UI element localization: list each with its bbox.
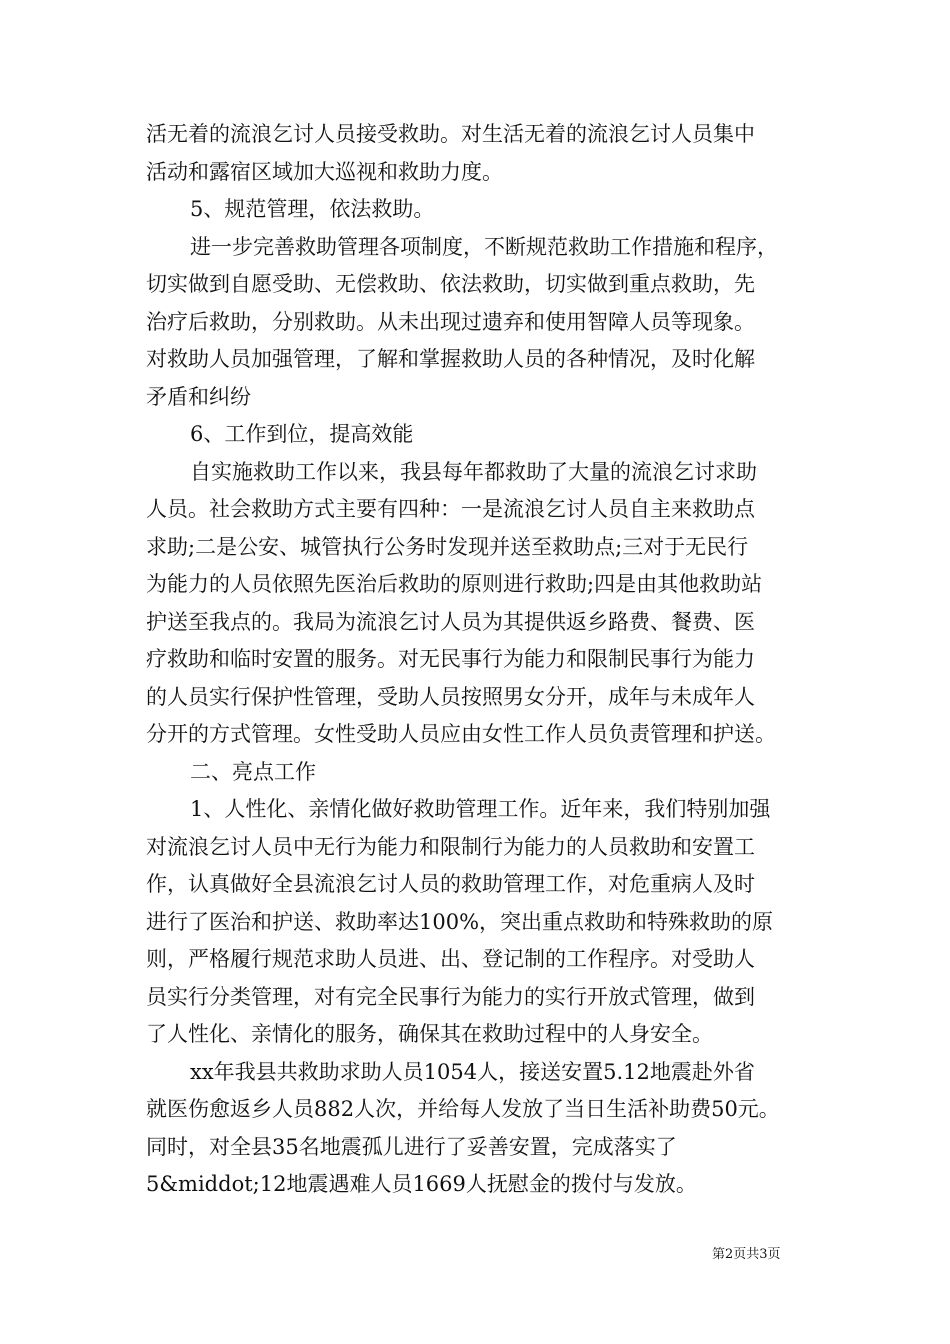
section-heading: 二、亮点工作 (190, 759, 316, 784)
text-line: 1、人性化、亲情化做好救助管理工作。近年来，我们特别加强 (190, 797, 771, 821)
text-line: 护送至我点的。我局为流浪乞讨人员为其提供返乡路费、餐费、医 (146, 609, 755, 634)
text-line: 就医伤愈返乡人员882人次，并给每人发放了当日生活补助费50元。 (146, 1097, 780, 1121)
text-line: 进一步完善救助管理各项制度，不断规范救助工作措施和程序， (190, 234, 778, 259)
text-line: 对救助人员加强管理，了解和掌握救助人员的各种情况，及时化解 (146, 347, 755, 371)
text-line: 治疗后救助，分别救助。从未出现过遗弃和使用智障人员等现象。 (146, 309, 755, 334)
text-line: 了人性化、亲情化的服务，确保其在救助过程中的人身安全。 (146, 1022, 713, 1046)
text-line: 求助;二是公安、城管执行公务时发现并送至救助点;三对于无民行 (146, 534, 749, 559)
text-line: 分开的方式管理。女性受助人员应由女性工作人员负责管理和护送。 (146, 722, 776, 746)
section-heading: 5、规范管理，依法救助。 (190, 197, 435, 221)
text-line: 人员。社会救助方式主要有四种：一是流浪乞讨人员自主来救助点 (146, 497, 755, 521)
text-line: 员实行分类管理，对有完全民事行为能力的实行开放式管理，做到 (146, 984, 755, 1009)
text-line: 则，严格履行规范求助人员进、出、登记制的工作程序。对受助人 (146, 947, 755, 971)
text-line: 作，认真做好全县流浪乞讨人员的救助管理工作，对危重病人及时 (146, 872, 755, 896)
section-heading: 6、工作到位，提高效能 (190, 422, 414, 446)
text-line: 同时，对全县35名地震孤儿进行了妥善安置，完成落实了 (146, 1134, 677, 1159)
text-line: 对流浪乞讨人员中无行为能力和限制行为能力的人员救助和安置工 (146, 834, 755, 859)
text-line: 5&middot;12地震遇难人员1669人抚慰金的拨付与发放。 (146, 1172, 697, 1196)
text-line: 活无着的流浪乞讨人员接受救助。对生活无着的流浪乞讨人员集中 (146, 122, 755, 146)
page-number: 第2页共3页 (712, 1247, 781, 1262)
text-line: 切实做到自愿受助、无偿救助、依法救助，切实做到重点救助，先 (146, 272, 755, 296)
text-line: 矛盾和纠纷 (146, 384, 251, 409)
text-line: 的人员实行保护性管理，受助人员按照男女分开，成年与未成年人 (146, 684, 755, 709)
text-line: 自实施救助工作以来，我县每年都救助了大量的流浪乞讨求助 (190, 459, 757, 484)
document-body (146, 116, 810, 1204)
text-line: xx年我县共救助求助人员1054人，接送安置5.12地震赴外省 (190, 1059, 755, 1084)
text-line: 为能力的人员依照先医治后救助的原则进行救助;四是由其他救助站 (146, 572, 763, 596)
text-line: 疗救助和临时安置的服务。对无民事行为能力和限制民事行为能力 (146, 647, 755, 671)
text-line: 活动和露宿区域加大巡视和救助力度。 (146, 159, 503, 184)
text-line: 进行了医治和护送、救助率达100%，突出重点救助和特殊救助的原 (146, 909, 774, 934)
